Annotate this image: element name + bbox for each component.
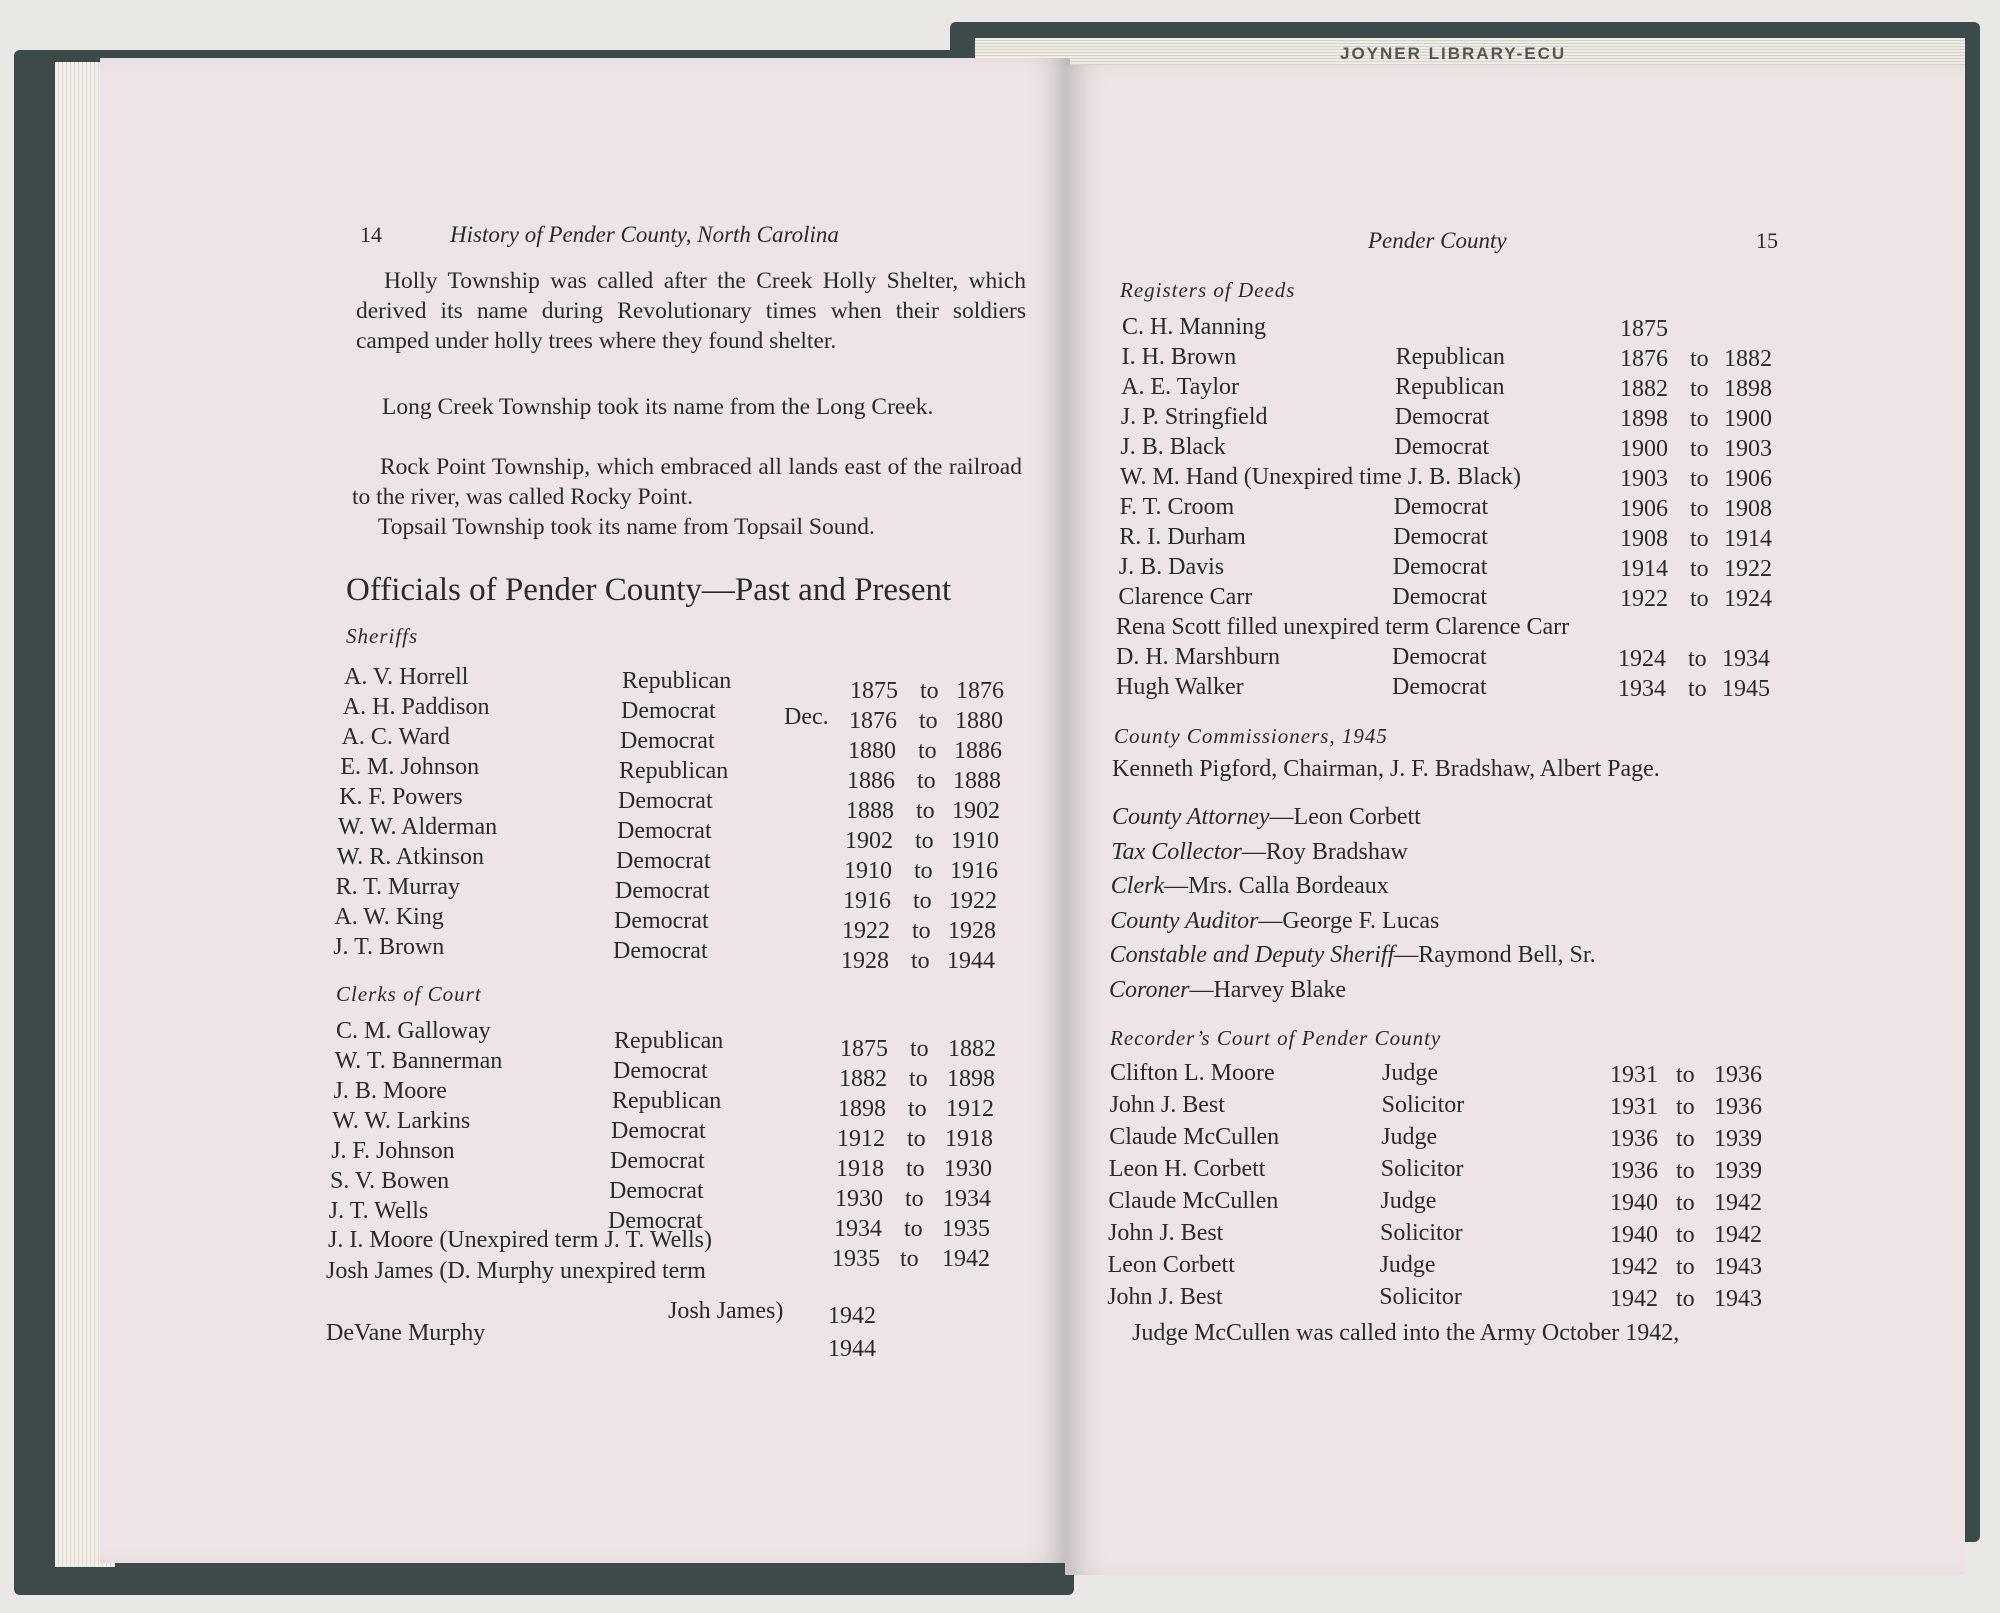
year-to: 1880 <box>955 708 1003 734</box>
year-from: 1875 <box>850 678 898 704</box>
clerk-party: Democrat <box>610 1148 705 1174</box>
recorder-role: Judge <box>1380 1188 1437 1214</box>
sheriff-party: Republican <box>619 758 729 784</box>
year-from: 1935 <box>832 1246 880 1272</box>
office-title: Clerk <box>1110 873 1165 899</box>
sheriff-party: Republican <box>622 668 732 694</box>
year-from: 1922 <box>1620 586 1668 612</box>
register-name: J. B. Davis <box>1118 554 1225 580</box>
page-number: 15 <box>1756 228 1778 253</box>
page-number: 14 <box>360 222 382 247</box>
commissioners-text: Kenneth Pigford, Chairman, J. F. Bradshaw, Albert Page. <box>1112 756 1660 782</box>
year-to: 1944 <box>947 948 995 974</box>
year-to: 1910 <box>951 828 999 854</box>
recorders-heading: Recorder’s Court of Pender County <box>1110 1026 1442 1050</box>
year-from: 1922 <box>842 918 890 944</box>
year-to-word: to <box>905 1186 924 1212</box>
register-party: Democrat <box>1394 434 1490 460</box>
year-to: 1930 <box>944 1156 992 1182</box>
year-to: 1912 <box>946 1096 994 1122</box>
clerk-party: Democrat <box>611 1118 706 1144</box>
year-from: 1908 <box>1620 526 1668 552</box>
register-name: F. T. Croom <box>1119 494 1235 520</box>
clerk-name: J. F. Johnson <box>331 1138 455 1164</box>
year-from: 1910 <box>844 858 892 884</box>
year-to: 1943 <box>1714 1286 1762 1312</box>
year-to-word: to <box>1676 1062 1695 1088</box>
sheriff-party: Democrat <box>618 788 713 814</box>
year-to-word: to <box>912 918 931 944</box>
year-to-word: to <box>1690 436 1709 462</box>
year-from: 1912 <box>837 1126 885 1152</box>
office-title: Tax Collector <box>1111 838 1242 865</box>
paragraph: Long Creek Township took its name from the Long Creek. <box>382 394 934 420</box>
recorder-role: Judge <box>1381 1124 1438 1150</box>
year-to-word: to <box>1690 556 1709 582</box>
year-to-word: to <box>918 738 937 764</box>
recorder-name: John J. Best <box>1109 1092 1225 1118</box>
year-to: 1924 <box>1724 586 1772 612</box>
year-to-word: to <box>914 858 933 884</box>
office-holder: —George F. Lucas <box>1258 907 1440 934</box>
paragraph: Holly Township was called after the Creek Holly Shelter, which derived its name during Revolutionary times when their soldiers camped under holly trees where they found shelter. <box>356 268 1026 354</box>
year-to: 1898 <box>1724 376 1772 402</box>
year-to: 1876 <box>956 678 1004 704</box>
year-from: 1902 <box>845 828 893 854</box>
year-to: 1936 <box>1714 1094 1762 1120</box>
year: 1944 <box>828 1336 876 1362</box>
office-holder: —Leon Corbett <box>1269 804 1421 830</box>
recorder-role: Solicitor <box>1379 1284 1462 1310</box>
year-to: 1936 <box>1714 1062 1762 1088</box>
year-to-word: to <box>906 1156 925 1182</box>
year-to: 1942 <box>1714 1222 1762 1248</box>
year-to-word: to <box>1688 646 1707 672</box>
year-from: 1876 <box>849 708 897 734</box>
year-to: 1882 <box>1724 346 1772 372</box>
year-from: 1888 <box>846 798 894 824</box>
office-row <box>1111 873 1389 900</box>
section-title: Officials of Pender County—Past and Present <box>346 572 952 608</box>
year-to: 1888 <box>953 768 1001 794</box>
register-party: Democrat <box>1392 644 1487 670</box>
clerk-name: W. T. Bannerman <box>334 1048 503 1074</box>
year-from: 1928 <box>841 948 889 974</box>
sheriff-party: Democrat <box>620 728 715 754</box>
year-from: 1918 <box>836 1156 884 1182</box>
year-to: 1902 <box>952 798 1000 824</box>
register-name: W. M. Hand (Unexpired time J. B. Black) <box>1120 464 1522 490</box>
year-to-word: to <box>907 1126 926 1152</box>
commissioners-heading: County Commissioners, 1945 <box>1114 724 1388 748</box>
clerk-party: Democrat <box>613 1058 708 1084</box>
office-title: Coroner <box>1109 976 1190 1003</box>
year-to-word: to <box>915 828 934 854</box>
register-name: I. H. Brown <box>1121 344 1237 370</box>
library-stamp: JOYNER LIBRARY-ECU <box>1340 44 1567 63</box>
year-to: 1908 <box>1724 496 1772 522</box>
year-to-word: to <box>1690 526 1709 552</box>
sheriff-party: Democrat <box>613 938 708 964</box>
year-from: 1930 <box>835 1186 883 1212</box>
sheriff-name: R. T. Murray <box>335 874 461 900</box>
recorder-name: John J. Best <box>1107 1284 1223 1310</box>
year-to: 1939 <box>1714 1126 1762 1152</box>
office-row <box>1109 977 1346 1004</box>
sheriff-name: J. T. Brown <box>333 934 445 960</box>
clerk-party: Democrat <box>609 1178 704 1204</box>
clerk-name: J. T. Wells <box>328 1198 429 1224</box>
year-to: 1900 <box>1724 406 1772 432</box>
year-from: 1882 <box>1620 376 1668 402</box>
year-from: 1898 <box>1620 406 1668 432</box>
office-holder: —Mrs. Calla Bordeaux <box>1164 873 1389 899</box>
year-to: 1942 <box>1714 1190 1762 1216</box>
year-from: 1940 <box>1610 1190 1658 1216</box>
clerk-extra-text: Josh James (D. Murphy unexpired term <box>326 1258 706 1284</box>
recorder-name: Clifton L. Moore <box>1110 1060 1275 1086</box>
year-from: 1931 <box>1610 1062 1658 1088</box>
register-name: R. I. Durham <box>1119 524 1246 550</box>
year-to-word: to <box>911 948 930 974</box>
year-from: 1936 <box>1610 1126 1658 1152</box>
registers-note: Rena Scott filled unexpired term Clarence Carr <box>1116 614 1570 640</box>
year-to: 1939 <box>1714 1158 1762 1184</box>
recorder-name: Leon Corbett <box>1107 1252 1235 1278</box>
office-title: Constable and Deputy Sheriff <box>1109 942 1395 968</box>
year-to-word: to <box>1690 586 1709 612</box>
paragraph: Topsail Township took its name from Topsail Sound. <box>378 514 875 540</box>
year-from: 1900 <box>1620 436 1668 462</box>
year-to-word: to <box>909 1066 928 1092</box>
register-name: Hugh Walker <box>1116 674 1244 700</box>
year-to: 1934 <box>943 1186 991 1212</box>
year-from: 1886 <box>847 768 895 794</box>
register-party: Republican <box>1395 374 1505 400</box>
year-to-word: to <box>1690 376 1709 402</box>
year-to-word: to <box>1676 1126 1695 1152</box>
year-to-word: to <box>917 768 936 794</box>
office-row <box>1111 839 1407 866</box>
office-row <box>1110 908 1439 935</box>
clerk-name: J. B. Moore <box>333 1078 447 1104</box>
register-party: Republican <box>1395 344 1505 370</box>
register-name: A. E. Taylor <box>1121 374 1240 400</box>
office-row <box>1110 942 1596 969</box>
clerk-party: Republican <box>614 1028 724 1054</box>
year-to-word: to <box>1690 406 1709 432</box>
sheriff-party: Democrat <box>615 878 710 904</box>
recorder-name: Claude McCullen <box>1108 1188 1279 1214</box>
register-party: Democrat <box>1392 584 1488 610</box>
year-from: 1942 <box>1610 1254 1658 1280</box>
office-holder: —Raymond Bell, Sr. <box>1394 942 1596 968</box>
year-to-word: to <box>1676 1254 1695 1280</box>
register-party: Democrat <box>1392 554 1488 580</box>
recorder-name: Claude McCullen <box>1109 1124 1280 1150</box>
year-from: 1916 <box>843 888 891 914</box>
sheriff-party: Democrat <box>616 848 711 874</box>
year-to-word: to <box>904 1216 923 1242</box>
sheriff-party: Democrat <box>621 698 716 724</box>
register-party: Democrat <box>1394 404 1490 430</box>
year-from: 1875 <box>1620 316 1668 342</box>
clerk-name: W. W. Larkins <box>332 1108 471 1134</box>
year-to: 1945 <box>1722 676 1770 702</box>
year-to: 1906 <box>1724 466 1772 492</box>
year-to: 1942 <box>942 1246 990 1272</box>
year-from: 1876 <box>1620 346 1668 372</box>
recorder-role: Judge <box>1382 1060 1438 1086</box>
year-from: 1936 <box>1610 1158 1658 1184</box>
year-from: 1875 <box>840 1036 888 1062</box>
year-to-word: to <box>1688 676 1707 702</box>
clerk-extra-cont: Josh James) <box>668 1298 784 1324</box>
year-to: 1928 <box>948 918 996 944</box>
recorder-role: Solicitor <box>1380 1156 1464 1182</box>
sheriff-name: W. R. Atkinson <box>336 844 484 870</box>
year-to: 1922 <box>949 888 997 914</box>
year-from: 1934 <box>1618 676 1666 702</box>
sheriff-name: A. V. Horrell <box>344 664 469 690</box>
year-from: 1898 <box>838 1096 886 1122</box>
year-from: 1882 <box>839 1066 887 1092</box>
sheriff-prefix: Dec. <box>784 704 829 730</box>
office-title: County Auditor <box>1110 907 1259 934</box>
register-name: J. B. Black <box>1120 434 1226 460</box>
register-name: C. H. Manning <box>1122 314 1266 340</box>
year-to-word: to <box>1690 346 1709 372</box>
register-name: D. H. Marshburn <box>1116 644 1280 670</box>
year-from: 1940 <box>1610 1222 1658 1248</box>
year-to: 1918 <box>945 1126 993 1152</box>
sheriff-party: Democrat <box>614 908 709 934</box>
sheriff-name: E. M. Johnson <box>340 754 480 780</box>
year: 1942 <box>828 1303 876 1329</box>
year-to: 1914 <box>1724 526 1772 552</box>
register-party: Democrat <box>1393 494 1489 520</box>
year-to: 1922 <box>1724 556 1772 582</box>
clerk-extra-text: J. I. Moore (Unexpired term J. T. Wells) <box>328 1227 712 1253</box>
recorder-role: Solicitor <box>1381 1092 1465 1118</box>
clerk-name: S. V. Bowen <box>330 1168 450 1194</box>
year-from: 1906 <box>1620 496 1668 522</box>
year-to-word: to <box>900 1246 919 1272</box>
year-to: 1882 <box>948 1036 996 1062</box>
sheriff-name: W. W. Alderman <box>338 814 498 840</box>
register-party: Democrat <box>1392 674 1487 700</box>
sheriff-party: Democrat <box>617 818 712 844</box>
year-to: 1943 <box>1714 1254 1762 1280</box>
year-from: 1942 <box>1610 1286 1658 1312</box>
clerk-name: C. M. Galloway <box>336 1018 491 1044</box>
clerks-heading: Clerks of Court <box>336 982 482 1006</box>
paragraph: Rock Point Township, which embraced all lands east of the railroad to the river, was called Rocky Point. <box>352 454 1022 510</box>
registers-heading: Registers of Deeds <box>1120 278 1296 302</box>
sheriff-name: A. W. King <box>334 904 444 930</box>
year-from: 1880 <box>848 738 896 764</box>
year-to: 1935 <box>942 1216 990 1242</box>
year-to-word: to <box>1690 466 1709 492</box>
year-to-word: to <box>1676 1222 1695 1248</box>
year-to-word: to <box>1690 496 1709 522</box>
year-from: 1934 <box>834 1216 882 1242</box>
year-to: 1898 <box>947 1066 995 1092</box>
year-to: 1903 <box>1724 436 1772 462</box>
year-to-word: to <box>910 1036 929 1062</box>
recorder-role: Judge <box>1379 1252 1436 1278</box>
recorder-role: Solicitor <box>1380 1220 1463 1246</box>
year-to-word: to <box>1676 1158 1695 1184</box>
year-from: 1924 <box>1618 646 1666 672</box>
clerk-party: Democrat <box>608 1208 703 1234</box>
office-holder: —Harvey Blake <box>1189 976 1347 1003</box>
recorders-note: Judge McCullen was called into the Army October 1942, <box>1132 1320 1680 1346</box>
year-to-word: to <box>916 798 935 824</box>
running-head: Pender County <box>1368 228 1507 253</box>
year-to-word: to <box>913 888 932 914</box>
office-row <box>1112 804 1421 831</box>
clerk-party: Republican <box>612 1088 722 1114</box>
year-from: 1903 <box>1620 466 1668 492</box>
year-from: 1914 <box>1620 556 1668 582</box>
year-to-word: to <box>1676 1190 1695 1216</box>
recorder-name: Leon H. Corbett <box>1108 1156 1266 1182</box>
year-to: 1916 <box>950 858 998 884</box>
year-to-word: to <box>1676 1094 1695 1120</box>
year-to-word: to <box>920 678 939 704</box>
office-holder: —Roy Bradshaw <box>1241 838 1408 865</box>
sheriff-name: A. C. Ward <box>341 724 450 750</box>
year-to: 1886 <box>954 738 1002 764</box>
recorder-name: John J. Best <box>1108 1220 1224 1246</box>
running-head: History of Pender County, North Carolina <box>450 222 839 247</box>
year-to: 1934 <box>1722 646 1770 672</box>
year-to-word: to <box>919 708 938 734</box>
register-name: J. P. Stringfield <box>1120 404 1268 430</box>
sheriffs-heading: Sheriffs <box>346 624 419 648</box>
office-title: County Attorney <box>1112 804 1270 830</box>
sheriff-name: A. H. Paddison <box>342 694 490 720</box>
year-to-word: to <box>1676 1286 1695 1312</box>
year-from: 1931 <box>1610 1094 1658 1120</box>
register-party: Democrat <box>1393 524 1488 550</box>
year-to-word: to <box>908 1096 927 1122</box>
clerk-extra-text: DeVane Murphy <box>326 1320 486 1346</box>
register-name: Clarence Carr <box>1118 584 1253 610</box>
sheriff-name: K. F. Powers <box>339 784 463 810</box>
